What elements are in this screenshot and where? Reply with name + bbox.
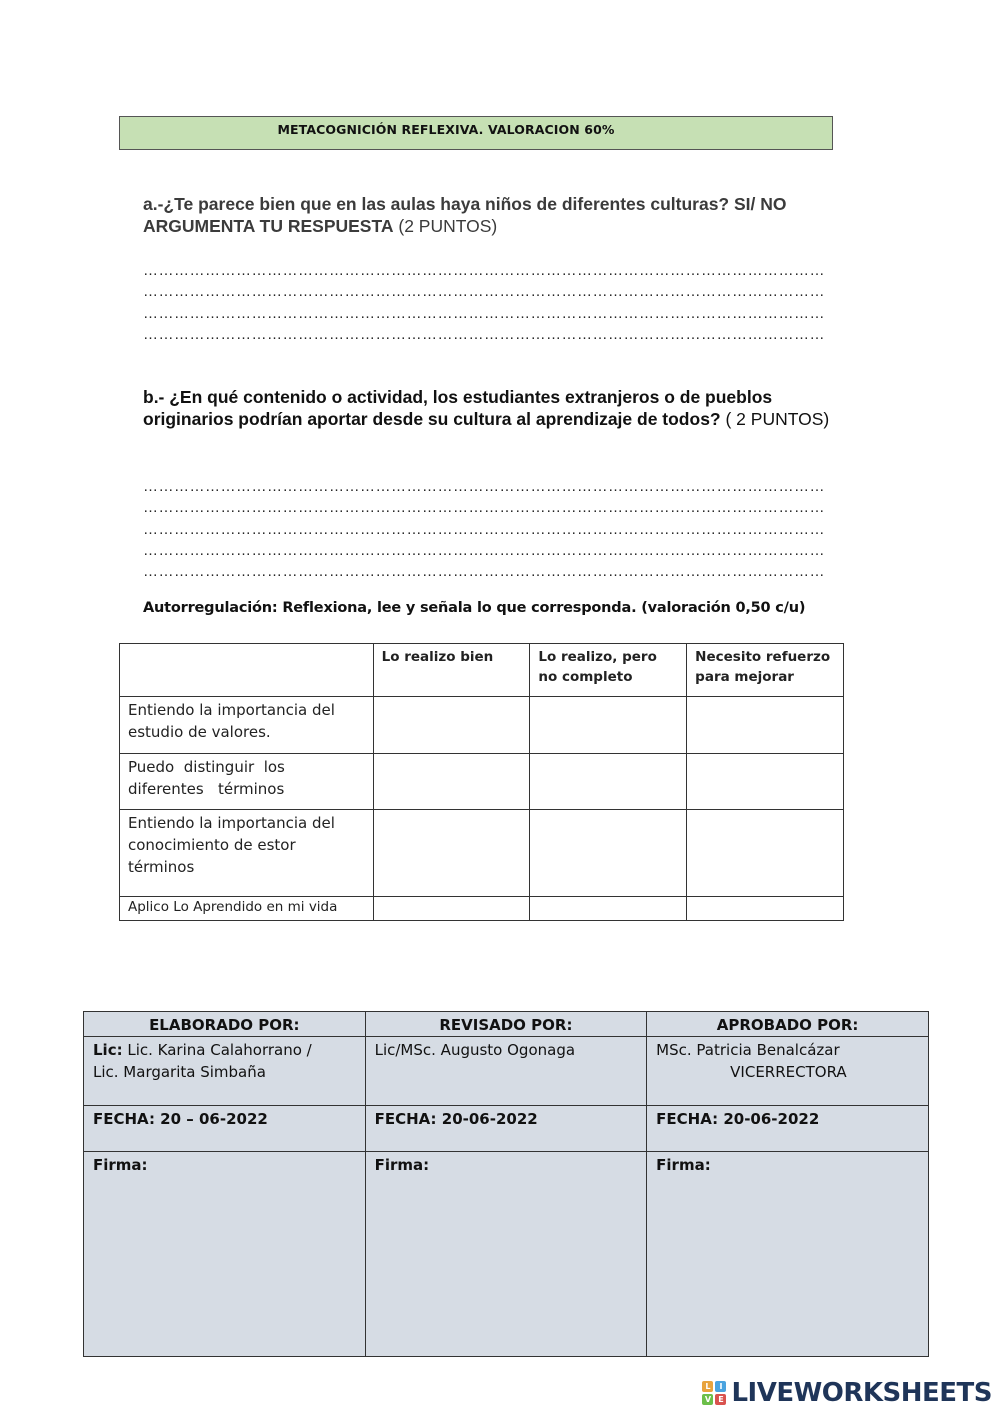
approval-header-row	[84, 1012, 929, 1037]
check-cell[interactable]	[373, 697, 530, 754]
question-a-points: (2 PUNTOS)	[393, 216, 498, 236]
approval-names-row	[84, 1037, 929, 1106]
table-row	[120, 754, 844, 810]
row-label: Entiendo la importancia del estudio de valores.	[120, 697, 374, 754]
table-row	[120, 897, 844, 921]
logo-mark-letter: I	[715, 1381, 726, 1392]
answer-line[interactable]: ……………………………………………………………………………………………………………………	[143, 304, 825, 322]
answer-line[interactable]: ……………………………………………………………………………………………………………………	[143, 563, 825, 581]
aprobado-name: MSc. Patricia Benalcázar	[656, 1041, 840, 1059]
approval-header-cell: ELABORADO POR:	[84, 1012, 366, 1037]
check-cell[interactable]	[530, 697, 687, 754]
answer-line[interactable]: ……………………………………………………………………………………………………………………	[143, 262, 825, 279]
question-b-points: ( 2 PUNTOS)	[720, 409, 830, 429]
question-b	[143, 386, 843, 430]
logo-mark-letter: V	[702, 1394, 713, 1405]
approval-table	[83, 1011, 929, 1357]
answer-line[interactable]: ……………………………………………………………………………………………………………………	[143, 541, 825, 559]
table-header-cell: Lo realizo, pero no completo	[530, 644, 687, 697]
table-header-cell: Lo realizo bien	[373, 644, 530, 697]
question-b-text: b.- ¿En qué contenido o actividad, los estudiantes extranjeros o de pueblos originarios podrían aportar desde su cultura al aprendizaje de todos?	[143, 387, 773, 429]
answer-line[interactable]: ……………………………………………………………………………………………………………………	[143, 283, 825, 301]
table-header-row	[120, 644, 844, 697]
answer-line[interactable]: ……………………………………………………………………………………………………………………	[143, 325, 825, 343]
section-title	[119, 116, 833, 150]
answer-line[interactable]: ……………………………………………………………………………………………………………………	[143, 478, 825, 495]
check-cell[interactable]	[373, 754, 530, 810]
row-label: Entiendo la importancia del conocimiento de estor términos	[120, 810, 374, 897]
check-cell[interactable]	[530, 897, 687, 921]
approval-dates-row	[84, 1106, 929, 1152]
answer-a-area[interactable]	[143, 260, 845, 345]
question-a	[143, 193, 843, 237]
approval-signature-row	[84, 1152, 929, 1357]
check-cell[interactable]	[373, 810, 530, 897]
elaborado-prefix: Lic:	[93, 1041, 123, 1059]
answer-b-area[interactable]	[143, 476, 845, 582]
self-assessment-title: Autorregulación: Reflexiona, lee y señala lo que corresponda. (valoración 0,50 c/u)	[143, 600, 806, 616]
revisado-name: Lic/MSc. Augusto Ogonaga	[365, 1037, 647, 1106]
check-cell[interactable]	[687, 697, 844, 754]
check-cell[interactable]	[687, 897, 844, 921]
answer-line[interactable]: ……………………………………………………………………………………………………………………	[143, 520, 825, 538]
date-cell: FECHA: 20-06-2022	[647, 1106, 929, 1152]
signature-cell[interactable]: Firma:	[647, 1152, 929, 1357]
check-cell[interactable]	[530, 754, 687, 810]
check-cell[interactable]	[373, 897, 530, 921]
check-cell[interactable]	[530, 810, 687, 897]
logo-mark-icon	[702, 1381, 726, 1405]
answer-line[interactable]: ……………………………………………………………………………………………………………………	[143, 499, 825, 517]
elaborado-name-2: Lic. Margarita Simbaña	[93, 1063, 266, 1081]
row-label: Aplico Lo Aprendido en mi vida	[120, 897, 374, 921]
date-cell: FECHA: 20 – 06-2022	[84, 1106, 366, 1152]
approval-header-cell: APROBADO POR:	[647, 1012, 929, 1037]
liveworksheets-logo[interactable]	[702, 1377, 992, 1409]
signature-cell[interactable]: Firma:	[365, 1152, 647, 1357]
table-row	[120, 697, 844, 754]
logo-mark-letter: L	[702, 1381, 713, 1392]
section-title-text: METACOGNICIÓN REFLEXIVA. VALORACION 60%	[277, 122, 615, 137]
check-cell[interactable]	[687, 810, 844, 897]
check-cell[interactable]	[687, 754, 844, 810]
elaborado-cell	[84, 1037, 366, 1106]
table-row	[120, 810, 844, 897]
table-header-cell: Necesito refuerzo para mejorar	[687, 644, 844, 697]
self-assessment-table	[119, 643, 844, 921]
date-cell: FECHA: 20-06-2022	[365, 1106, 647, 1152]
logo-mark-letter: E	[715, 1394, 726, 1405]
aprobado-cell	[647, 1037, 929, 1106]
brand-name: LIVEWORKSHEETS	[731, 1378, 992, 1408]
aprobado-role: VICERRECTORA	[730, 1063, 847, 1081]
row-label: Puedo distinguir los diferentes términos	[120, 754, 374, 810]
elaborado-name-1: Lic. Karina Calahorrano /	[122, 1041, 312, 1059]
table-header-cell	[120, 644, 374, 697]
question-a-text: a.-¿Te parece bien que en las aulas haya niños de diferentes culturas? SI/ NO ARGUMENTA TU RESPUESTA	[143, 194, 787, 236]
signature-cell[interactable]: Firma:	[84, 1152, 366, 1357]
approval-header-cell: REVISADO POR:	[365, 1012, 647, 1037]
